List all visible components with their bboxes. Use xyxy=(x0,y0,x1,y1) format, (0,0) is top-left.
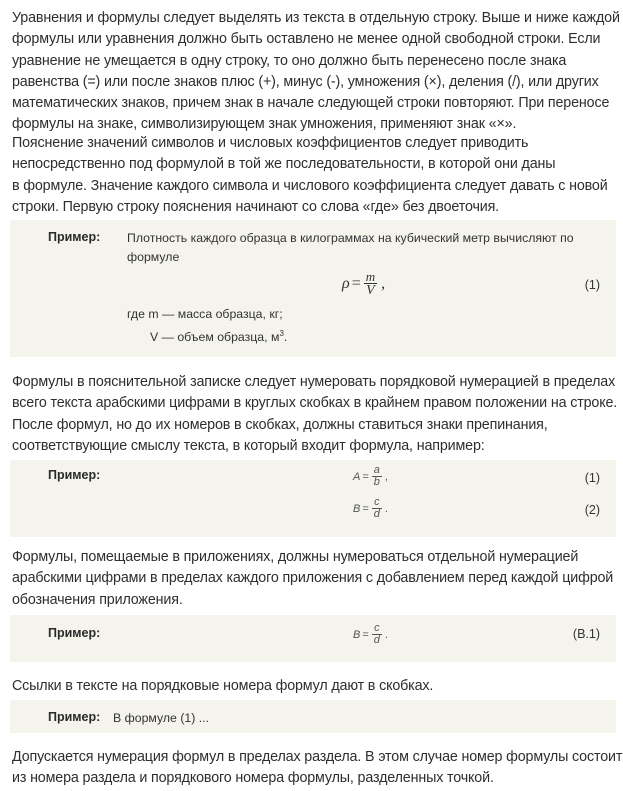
text-line: арабскими цифрами в пределах каждого приложения с добавлением перед каждой цифрой xyxy=(12,570,614,587)
formula-lhs: ρ xyxy=(342,275,350,292)
where-line-volume-tail: . xyxy=(283,330,288,344)
formula-equals: = xyxy=(362,628,369,641)
text-line: в формуле. Значение каждого символа и числового коэффициента следует давать с новой xyxy=(12,177,608,194)
formula-denominator: V xyxy=(366,283,375,298)
where-line-volume-text: V — объем образца, м xyxy=(150,330,280,344)
text-line: математических знаков, причем знак в начале следующей строки повторяют. При переносе xyxy=(12,95,610,112)
formula-punct: . xyxy=(384,502,388,515)
formula-appendix xyxy=(353,623,388,646)
text-line: Формулы, помещаемые в приложениях, должны нумероваться отдельной нумерацией xyxy=(12,549,579,565)
text-line: из номера раздела и порядкового номера формулы, разделенных точкой. xyxy=(12,770,494,787)
example-box-appendix-formula xyxy=(10,615,616,662)
paragraph-numbering xyxy=(12,372,618,457)
formula-fraction xyxy=(372,497,382,520)
formula-equals: = xyxy=(362,470,369,483)
formula-equals: = xyxy=(362,502,369,515)
paragraph-references xyxy=(12,676,612,697)
text-line: Уравнения и формулы следует выделять из текста в отдельную строку. Выше и ниже каждой xyxy=(12,10,620,26)
text-line: Пояснение значений символов и числовых коэффициентов следует приводить xyxy=(12,135,529,151)
paragraph-formula-placement xyxy=(12,8,620,136)
formula-numerator: c xyxy=(374,496,380,508)
equation-number: (1) xyxy=(584,471,600,485)
example-text: В формуле (1) ... xyxy=(113,711,210,725)
example-box-numbered-formulas xyxy=(10,460,616,537)
where-line-mass: где m — масса образца, кг; xyxy=(127,307,283,321)
formula-fraction xyxy=(372,465,382,488)
formula-numerator: c xyxy=(374,622,380,634)
example-label: Пример: xyxy=(48,468,101,482)
superscript: 3 xyxy=(279,328,284,338)
example-text-line: формуле xyxy=(127,250,180,264)
formula-punct: , xyxy=(381,275,386,292)
example-text-line: Плотность каждого образца в килограммах на кубический метр вычисляют по xyxy=(127,231,574,245)
formula-lhs: B xyxy=(353,502,361,515)
example-box-density xyxy=(10,220,616,357)
text-line: Ссылки в тексте на порядковые номера формул дают в скобках. xyxy=(12,678,434,694)
equation-number: (1) xyxy=(584,278,600,292)
where-line-volume xyxy=(150,328,287,347)
equation-number: (B.1) xyxy=(572,627,600,641)
text-line: всего текста арабскими цифрами в круглых скобках в крайнем правом положении на строке. xyxy=(12,395,618,412)
example-label: Пример: xyxy=(48,230,101,244)
paragraph-section-numbering xyxy=(12,747,623,790)
formula-punct: . xyxy=(384,628,388,641)
formula-density xyxy=(342,270,385,298)
equation-number: (2) xyxy=(584,503,600,517)
example-label: Пример: xyxy=(48,710,101,724)
text-line: формулы на знаке, символизирующем знак умножения, применяют знак «×». xyxy=(12,116,517,133)
text-line: равенства (=) или после знаков плюс (+), минус (-), умножения (×), деления (/), или других xyxy=(12,73,599,90)
paragraph-symbol-explanation xyxy=(12,133,612,218)
text-line: соответствующие смыслу текста, в который входит формула, например: xyxy=(12,437,485,454)
formula-numerator: a xyxy=(373,464,380,476)
text-line: строки. Первую строку пояснения начинают со слова «где» без двоеточия. xyxy=(12,198,499,215)
text-line: Допускается нумерация формул в пределах раздела. В этом случае номер формулы состоит xyxy=(12,749,623,765)
formula-equals: = xyxy=(351,275,361,292)
formula-denominator: d xyxy=(373,634,380,646)
paragraph-appendix-numbering xyxy=(12,547,612,611)
formula-denominator: b xyxy=(373,476,380,488)
formula-lhs: A xyxy=(353,470,361,483)
text-line: После формул, но до их номеров в скобках, должны ставиться знаки препинания, xyxy=(12,416,548,433)
example-box-reference xyxy=(10,700,616,733)
formula-fraction xyxy=(364,270,377,298)
formula-punct: , xyxy=(384,470,388,483)
formula-b xyxy=(353,497,388,520)
text-line: уравнение не умещается в одну строку, то оно должно быть перенесено после знака xyxy=(12,52,567,69)
text-line: Формулы в пояснительной записке следует нумеровать порядковой нумерацией в пределах xyxy=(12,374,616,390)
text-line: непосредственно под формулой в той же последовательности, в которой они даны xyxy=(12,156,556,173)
formula-a xyxy=(353,465,388,488)
formula-numerator: m xyxy=(365,269,376,284)
text-line: обозначения приложения. xyxy=(12,591,183,608)
example-label: Пример: xyxy=(48,626,101,640)
formula-denominator: d xyxy=(373,508,380,520)
text-line: формулы или уравнения должно быть оставлено не менее одной свободной строки. Если xyxy=(12,31,601,48)
formula-fraction xyxy=(372,623,382,646)
formula-lhs: B xyxy=(353,628,361,641)
